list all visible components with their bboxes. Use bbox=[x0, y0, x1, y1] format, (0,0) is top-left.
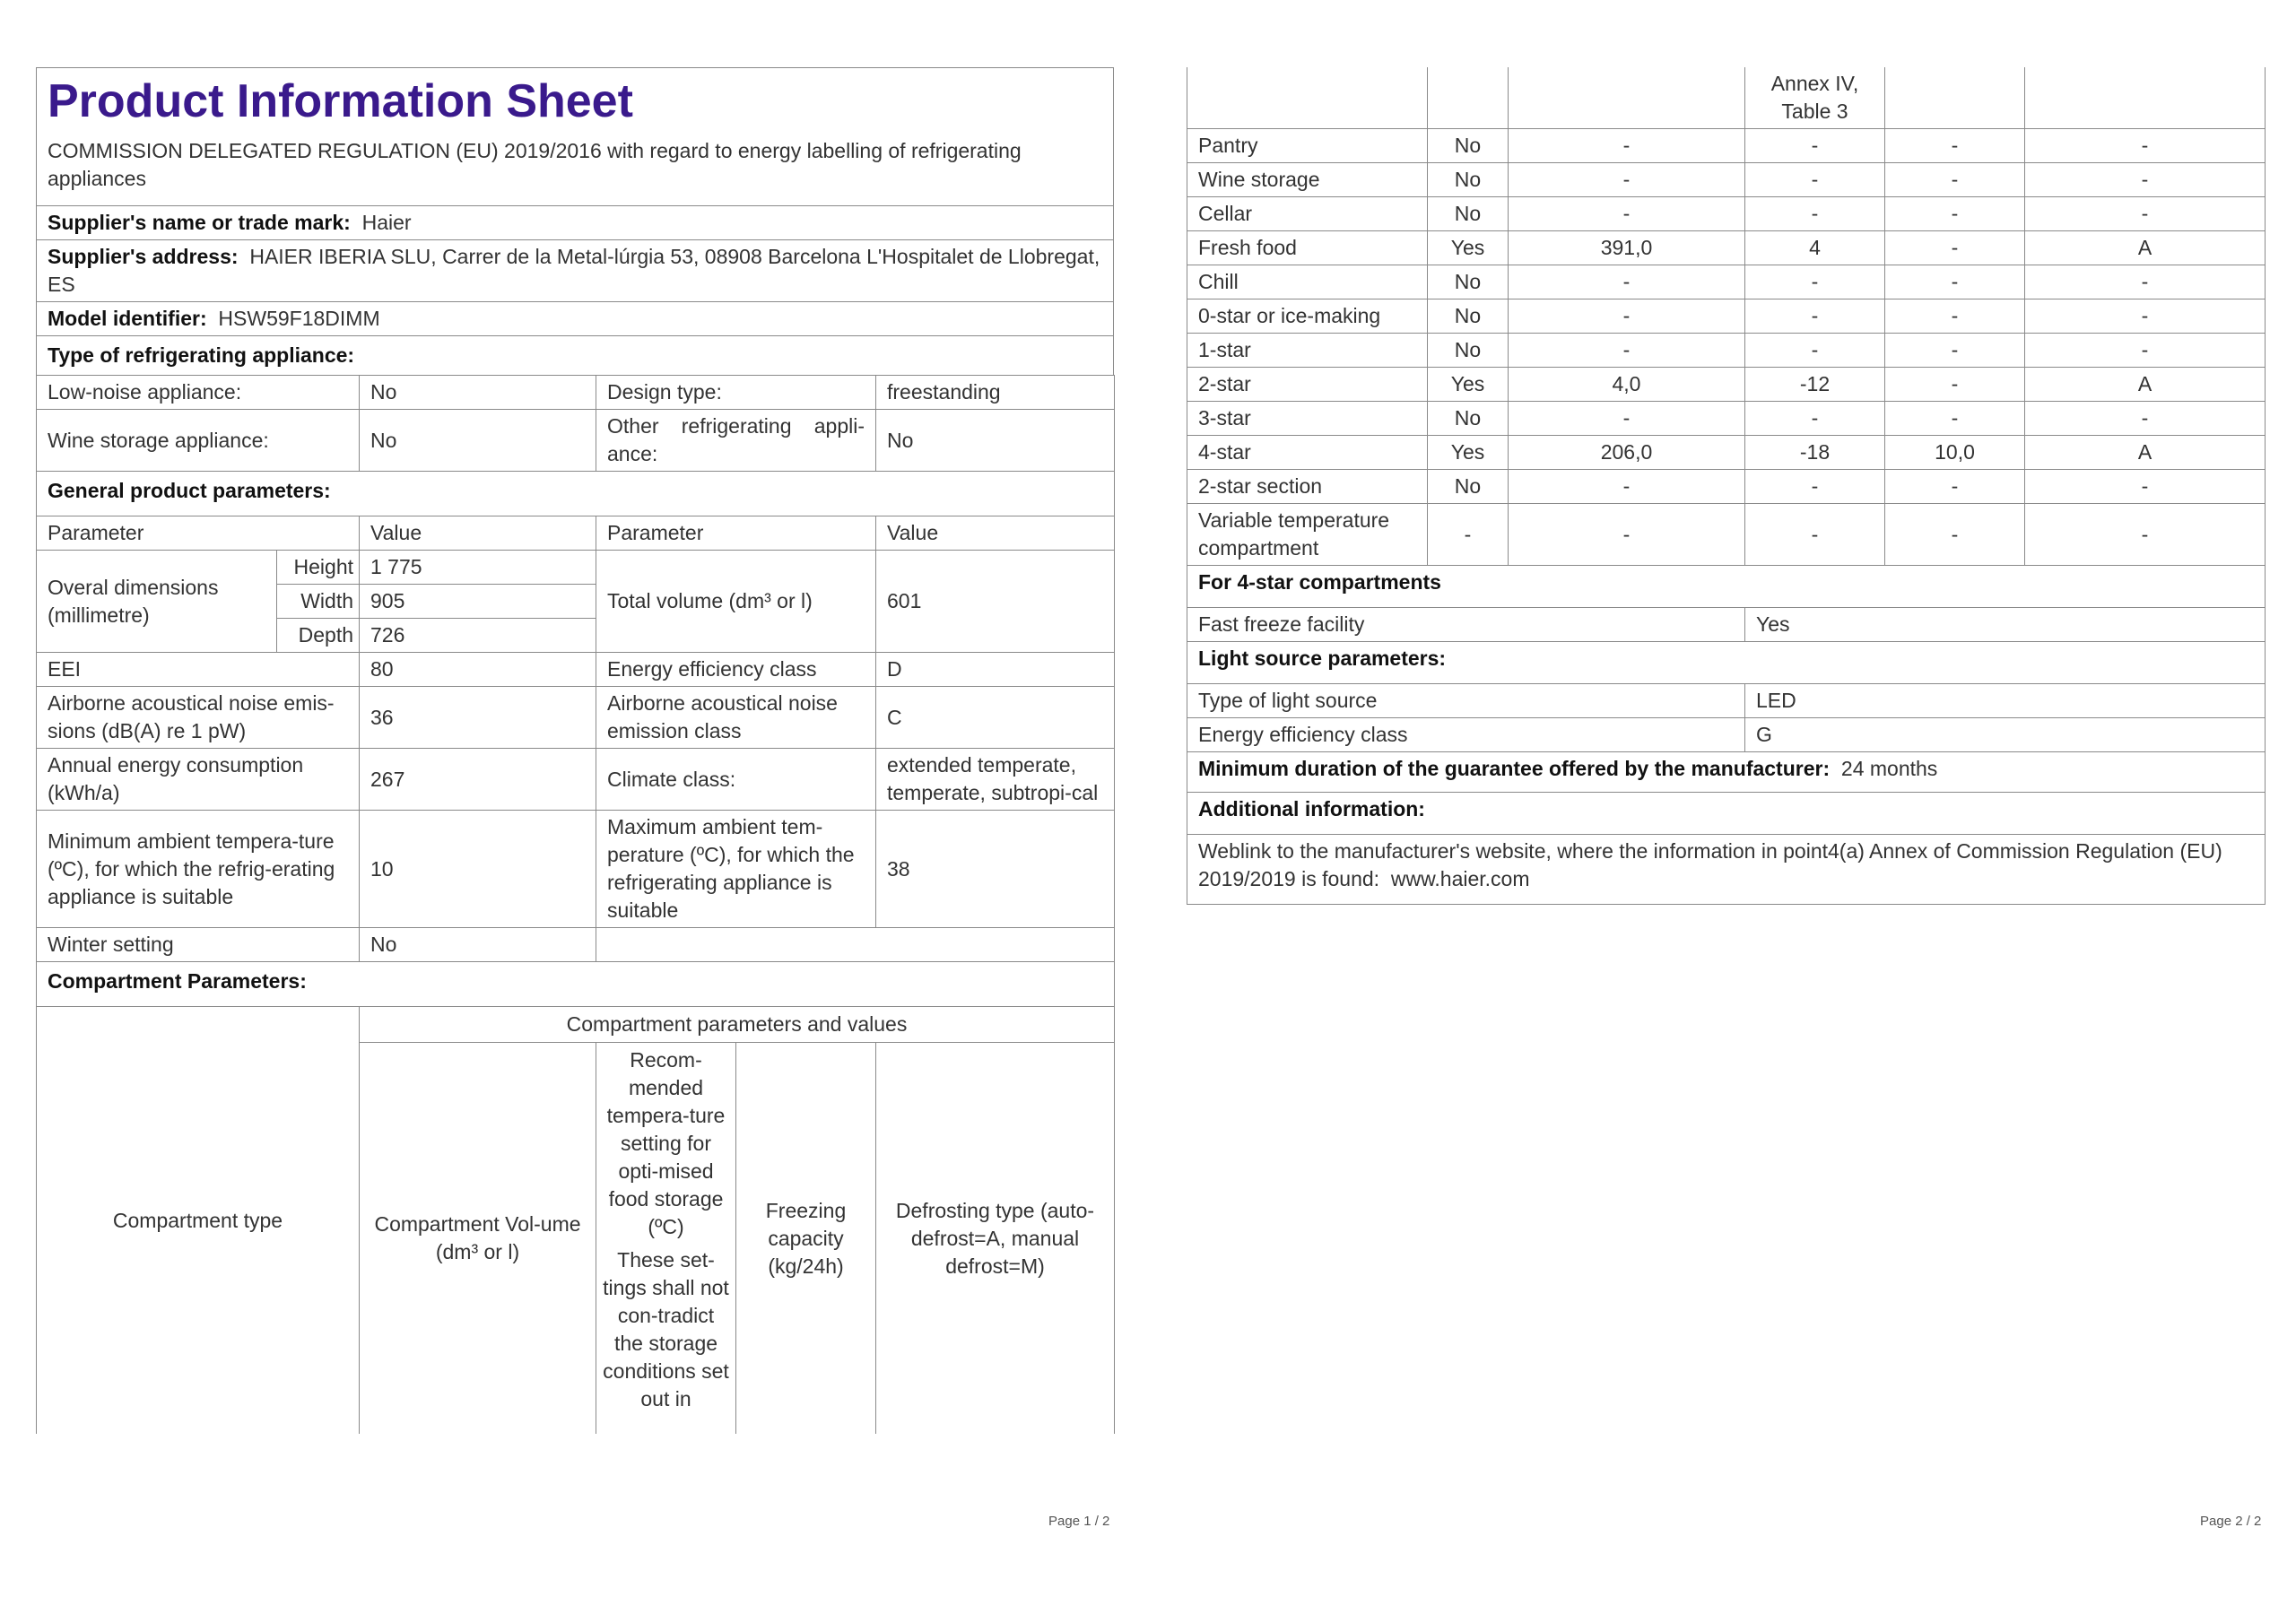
comp-params-values-header: Compartment parameters and values bbox=[360, 1007, 1115, 1043]
compartment-temperature: 4 bbox=[1745, 231, 1885, 265]
compartment-volume: - bbox=[1509, 299, 1745, 334]
compartment-defrost-type: - bbox=[2025, 129, 2266, 163]
compartment-type: 3-star bbox=[1187, 402, 1428, 436]
low-noise-value: No bbox=[360, 376, 596, 410]
compartment-type: 0-star or ice-making bbox=[1187, 299, 1428, 334]
compartment-temperature: - bbox=[1745, 129, 1885, 163]
freezing-capacity-header: Freezing capacity (kg/24h) bbox=[736, 1043, 876, 1434]
compartment-present: Yes bbox=[1428, 368, 1509, 402]
fast-freeze-value: Yes bbox=[1745, 608, 2266, 642]
supplier-address: HAIER IBERIA SLU, Carrer de la Metal-lúrgia 53, 08908 Barcelona L'Hospitalet de Llobregat, ES bbox=[48, 245, 1100, 296]
min-temp-label: Minimum ambient tempera-ture (ºC), for which the refrig-erating appliance is suitable bbox=[37, 811, 360, 928]
compartment-freezing-capacity: - bbox=[1885, 368, 2025, 402]
compartment-defrost-type: - bbox=[2025, 504, 2266, 566]
compartment-freezing-capacity: - bbox=[1885, 402, 2025, 436]
winter-label: Winter setting bbox=[37, 928, 360, 962]
compartment-row bbox=[1187, 197, 2266, 231]
max-temp-value: 38 bbox=[876, 811, 1115, 928]
compartment-present: No bbox=[1428, 163, 1509, 197]
compartment-row bbox=[1187, 163, 2266, 197]
depth-value: 726 bbox=[360, 619, 596, 653]
compartment-heading: Compartment Parameters: bbox=[37, 962, 1115, 1007]
model-label: Model identifier: bbox=[48, 307, 207, 330]
compartment-row bbox=[1187, 504, 2266, 566]
compartment-freezing-capacity: - bbox=[1885, 504, 2025, 566]
compartment-present: - bbox=[1428, 504, 1509, 566]
width-label: Width bbox=[277, 585, 360, 619]
climate-label: Climate class: bbox=[596, 749, 876, 811]
compartment-present: No bbox=[1428, 470, 1509, 504]
compartment-row bbox=[1187, 368, 2266, 402]
guarantee-label: Minimum duration of the guarantee offered by the manufacturer: bbox=[1198, 757, 1831, 780]
compartment-volume: - bbox=[1509, 470, 1745, 504]
supplier-address-label: Supplier's address: bbox=[48, 245, 239, 268]
compartment-defrost-type: A bbox=[2025, 231, 2266, 265]
compartment-temperature: - bbox=[1745, 334, 1885, 368]
compartment-volume: - bbox=[1509, 402, 1745, 436]
value-header: Value bbox=[360, 516, 596, 551]
compartment-defrost-type: A bbox=[2025, 368, 2266, 402]
compartment-present: No bbox=[1428, 265, 1509, 299]
supplier-name-label: Supplier's name or trade mark: bbox=[48, 211, 351, 234]
design-type-label: Design type: bbox=[596, 376, 876, 410]
compartment-volume: - bbox=[1509, 265, 1745, 299]
eec-label: Energy efficiency class bbox=[596, 653, 876, 687]
light-heading: Light source parameters: bbox=[1187, 642, 2266, 684]
header-table bbox=[36, 67, 1114, 376]
compartment-volume: - bbox=[1509, 163, 1745, 197]
low-noise-label: Low-noise appliance: bbox=[37, 376, 360, 410]
compartment-type: 2-star section bbox=[1187, 470, 1428, 504]
compartment-type: Chill bbox=[1187, 265, 1428, 299]
wine-value: No bbox=[360, 410, 596, 472]
compartment-row bbox=[1187, 129, 2266, 163]
guarantee-value: 24 months bbox=[1840, 757, 1938, 780]
compartment-defrost-type: - bbox=[2025, 470, 2266, 504]
noise-value: 36 bbox=[360, 687, 596, 749]
compartment-temperature: - bbox=[1745, 163, 1885, 197]
compartment-volume: - bbox=[1509, 197, 1745, 231]
compartment-row bbox=[1187, 299, 2266, 334]
winter-value: No bbox=[360, 928, 596, 962]
compartment-present: No bbox=[1428, 402, 1509, 436]
appliance-type-table bbox=[36, 375, 1115, 516]
page-2-footer: Page 2 / 2 bbox=[2200, 1514, 2262, 1529]
total-volume-value: 601 bbox=[876, 551, 1115, 653]
compartment-freezing-capacity: - bbox=[1885, 197, 2025, 231]
compartment-defrost-type: - bbox=[2025, 334, 2266, 368]
light-class-value: G bbox=[1745, 718, 2266, 752]
wine-label: Wine storage appliance: bbox=[37, 410, 360, 472]
compartment-row bbox=[1187, 265, 2266, 299]
compartment-freezing-capacity: - bbox=[1885, 129, 2025, 163]
compartment-defrost-type: - bbox=[2025, 402, 2266, 436]
compartment-volume: - bbox=[1509, 334, 1745, 368]
compartment-defrost-type: - bbox=[2025, 163, 2266, 197]
compartment-temperature: - bbox=[1745, 402, 1885, 436]
compartment-volume: - bbox=[1509, 129, 1745, 163]
noise-class-label: Airborne acoustical noise emission class bbox=[596, 687, 876, 749]
light-type-label: Type of light source bbox=[1187, 684, 1745, 718]
compartment-type: Wine storage bbox=[1187, 163, 1428, 197]
compartment-freezing-capacity: 10,0 bbox=[1885, 436, 2025, 470]
supplier-name: Haier bbox=[361, 211, 412, 234]
param-header: Parameter bbox=[37, 516, 360, 551]
compartment-freezing-capacity: - bbox=[1885, 470, 2025, 504]
recommended-temp-header: Recom-mended tempera-ture setting for opti-mised food storage (ºC) bbox=[606, 1048, 726, 1239]
compartment-header-table bbox=[36, 1006, 1115, 1434]
other-label: Other refrigerating appli-ance: bbox=[596, 410, 876, 472]
compartment-freezing-capacity: - bbox=[1885, 334, 2025, 368]
comp-volume-header: Compartment Vol-ume (dm³ or l) bbox=[360, 1043, 596, 1434]
comp-type-header: Compartment type bbox=[37, 1007, 360, 1435]
model-identifier: HSW59F18DIMM bbox=[218, 307, 380, 330]
compartment-type: 2-star bbox=[1187, 368, 1428, 402]
compartment-temperature: -12 bbox=[1745, 368, 1885, 402]
light-type-value: LED bbox=[1745, 684, 2266, 718]
compartment-type: 4-star bbox=[1187, 436, 1428, 470]
weblink-url[interactable]: www.haier.com bbox=[1390, 867, 1530, 890]
height-label: Height bbox=[277, 551, 360, 585]
compartment-defrost-type: - bbox=[2025, 299, 2266, 334]
compartment-row bbox=[1187, 436, 2266, 470]
regulation-text: COMMISSION DELEGATED REGULATION (EU) 2019/2016 with regard to energy labelling of refrigerating appliances bbox=[48, 139, 1022, 190]
min-temp-value: 10 bbox=[360, 811, 596, 928]
compartment-type: Cellar bbox=[1187, 197, 1428, 231]
compartment-present: No bbox=[1428, 334, 1509, 368]
compartment-row bbox=[1187, 402, 2266, 436]
design-type-value: freestanding bbox=[876, 376, 1115, 410]
compartment-type: Fresh food bbox=[1187, 231, 1428, 265]
compartment-values-table bbox=[1187, 67, 2266, 566]
compartment-temperature: -18 bbox=[1745, 436, 1885, 470]
compartment-volume: 391,0 bbox=[1509, 231, 1745, 265]
compartment-temperature: - bbox=[1745, 470, 1885, 504]
eei-value: 80 bbox=[360, 653, 596, 687]
annex-header: Annex IV, Table 3 bbox=[1745, 67, 1885, 129]
compartment-type: 1-star bbox=[1187, 334, 1428, 368]
four-star-table bbox=[1187, 565, 2266, 905]
compartment-volume: 206,0 bbox=[1509, 436, 1745, 470]
compartment-temperature: - bbox=[1745, 265, 1885, 299]
dimensions-label: Overal dimensions (millimetre) bbox=[37, 551, 277, 653]
noise-class-value: C bbox=[876, 687, 1115, 749]
param-header-2: Parameter bbox=[596, 516, 876, 551]
compartment-present: No bbox=[1428, 129, 1509, 163]
compartment-present: Yes bbox=[1428, 231, 1509, 265]
compartment-type: Pantry bbox=[1187, 129, 1428, 163]
page-1-footer: Page 1 / 2 bbox=[1048, 1514, 1110, 1529]
compartment-freezing-capacity: - bbox=[1885, 163, 2025, 197]
other-value: No bbox=[876, 410, 1115, 472]
compartment-row bbox=[1187, 231, 2266, 265]
compartment-temperature: - bbox=[1745, 197, 1885, 231]
four-star-heading: For 4-star compartments bbox=[1187, 566, 2266, 608]
fast-freeze-label: Fast freeze facility bbox=[1187, 608, 1745, 642]
compartment-volume: 4,0 bbox=[1509, 368, 1745, 402]
compartment-present: No bbox=[1428, 197, 1509, 231]
page-2 bbox=[1187, 67, 2265, 905]
general-params-table bbox=[36, 516, 1115, 1007]
depth-label: Depth bbox=[277, 619, 360, 653]
compartment-row bbox=[1187, 470, 2266, 504]
total-volume-label: Total volume (dm³ or l) bbox=[596, 551, 876, 653]
eec-value: D bbox=[876, 653, 1115, 687]
compartment-defrost-type: - bbox=[2025, 197, 2266, 231]
max-temp-label: Maximum ambient tem-perature (ºC), for which the refrigerating appliance is suitable bbox=[596, 811, 876, 928]
light-class-label: Energy efficiency class bbox=[1187, 718, 1745, 752]
annual-value: 267 bbox=[360, 749, 596, 811]
weblink-text: Weblink to the manufacturer's website, where the information in point4(a) Annex of Commission Regulation (EU) 2019/2019 is found: bbox=[1198, 839, 2222, 890]
compartment-type: Variable temperature compartment bbox=[1187, 504, 1428, 566]
compartment-row bbox=[1187, 334, 2266, 368]
compartment-volume: - bbox=[1509, 504, 1745, 566]
compartment-temperature: - bbox=[1745, 504, 1885, 566]
page-1 bbox=[36, 67, 1114, 1434]
compartment-freezing-capacity: - bbox=[1885, 299, 2025, 334]
compartment-present: No bbox=[1428, 299, 1509, 334]
width-value: 905 bbox=[360, 585, 596, 619]
compartment-defrost-type: - bbox=[2025, 265, 2266, 299]
type-heading: Type of refrigerating appliance: bbox=[37, 336, 1114, 376]
annual-label: Annual energy consumption (kWh/a) bbox=[37, 749, 360, 811]
compartment-temperature: - bbox=[1745, 299, 1885, 334]
recommended-temp-note: These set-tings shall not con-tradict the storage conditions set out in bbox=[603, 1248, 729, 1411]
additional-heading: Additional information: bbox=[1187, 793, 2266, 835]
compartment-present: Yes bbox=[1428, 436, 1509, 470]
general-heading: General product parameters: bbox=[37, 472, 1115, 516]
noise-label: Airborne acoustical noise emis-sions (dB(A) re 1 pW) bbox=[37, 687, 360, 749]
climate-value: extended temperate, temperate, subtropi-cal bbox=[876, 749, 1115, 811]
eei-label: EEI bbox=[37, 653, 360, 687]
compartment-freezing-capacity: - bbox=[1885, 231, 2025, 265]
height-value: 1 775 bbox=[360, 551, 596, 585]
defrost-type-header: Defrosting type (auto-defrost=A, manual defrost=M) bbox=[876, 1043, 1115, 1434]
value-header-2: Value bbox=[876, 516, 1115, 551]
compartment-defrost-type: A bbox=[2025, 436, 2266, 470]
page-title: Product Information Sheet bbox=[48, 75, 633, 127]
compartment-freezing-capacity: - bbox=[1885, 265, 2025, 299]
